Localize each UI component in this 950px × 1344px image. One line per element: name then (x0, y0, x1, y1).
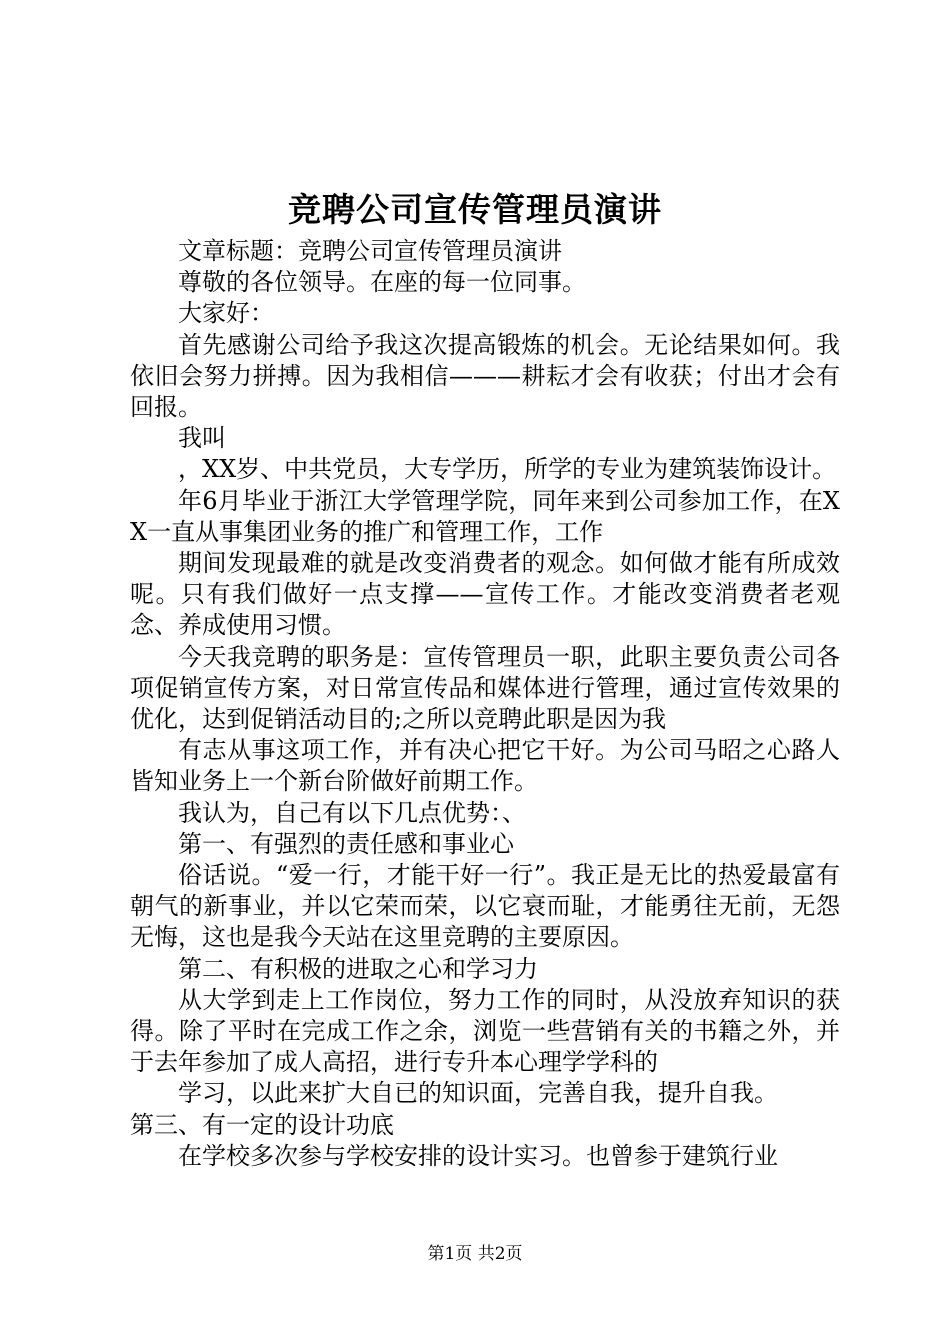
document-title: 竞聘公司宣传管理员演讲 (288, 190, 662, 229)
paragraph: ，XX岁、中共党员，大专学历，所学的专业为建筑装饰设计。 (178, 455, 837, 484)
paragraph: 有志从事这项工作，并有决心把它干好。为公司马昭之心路人皆知业务上一个新台阶做好前期工作。 (130, 736, 840, 796)
paragraph: 尊敬的各位领导。在座的每一位同事。 (178, 268, 586, 297)
section-heading: 第二、有积极的进取之心和学习力 (178, 954, 538, 983)
paragraph: 我认为，自己有以下几点优势：、 (178, 798, 526, 827)
document-body (130, 236, 840, 1172)
paragraph: 从大学到走上工作岗位，努力工作的同时，从没放弃知识的获得。除了平时在完成工作之余，浏览一些营销有关的书籍之外，并于去年参加了成人高招，进行专升本心理学学科的 (130, 985, 840, 1077)
page-footer: 第1页 共2页 (427, 1244, 523, 1264)
paragraph: 大家好： (178, 299, 274, 328)
paragraph: 文章标题：竞聘公司宣传管理员演讲 (178, 237, 562, 265)
section-heading: 第三、有一定的设计功底 (130, 1110, 394, 1139)
section-heading: 第一、有强烈的责任感和事业心 (178, 829, 514, 858)
paragraph: 期间发现最难的就是改变消费者的观念。如何做才能有所成效呢。只有我们做好一点支撑——宣传工作。才能改变消费者老观念、养成使用习惯。 (130, 549, 840, 640)
paragraph: 首先感谢公司给予我这次提高锻炼的机会。无论结果如何。我依旧会努力拼搏。因为我相信———耕耘才会有收获；付出才会有回报。 (130, 330, 840, 422)
paragraph: 俗话说。“爱一行，才能干好一行”。我正是无比的热爱最富有朝气的新事业，并以它荣而荣，以它衰而耻，才能勇往无前，无怨无悔，这也是我今天站在这里竞聘的主要原因。 (130, 861, 840, 952)
paragraph: 今天我竞聘的职务是：宣传管理员一职，此职主要负责公司各项促销宣传方案，对日常宣传品和媒体进行管理，通过宣传效果的优化，达到促销活动目的;之所以竞聘此职是因为我 (130, 642, 840, 734)
paragraph: 在学校多次参与学校安排的设计实习。也曾参于建筑行业 (178, 1141, 778, 1170)
paragraph: 年6月毕业于浙江大学管理学院，同年来到公司参加工作，在XX一直从事集团业务的推广和管理工作，工作 (130, 486, 840, 546)
paragraph: 学习，以此来扩大自已的知识面，完善自我，提升自我。 (178, 1079, 778, 1108)
paragraph: 我叫 (178, 424, 226, 453)
